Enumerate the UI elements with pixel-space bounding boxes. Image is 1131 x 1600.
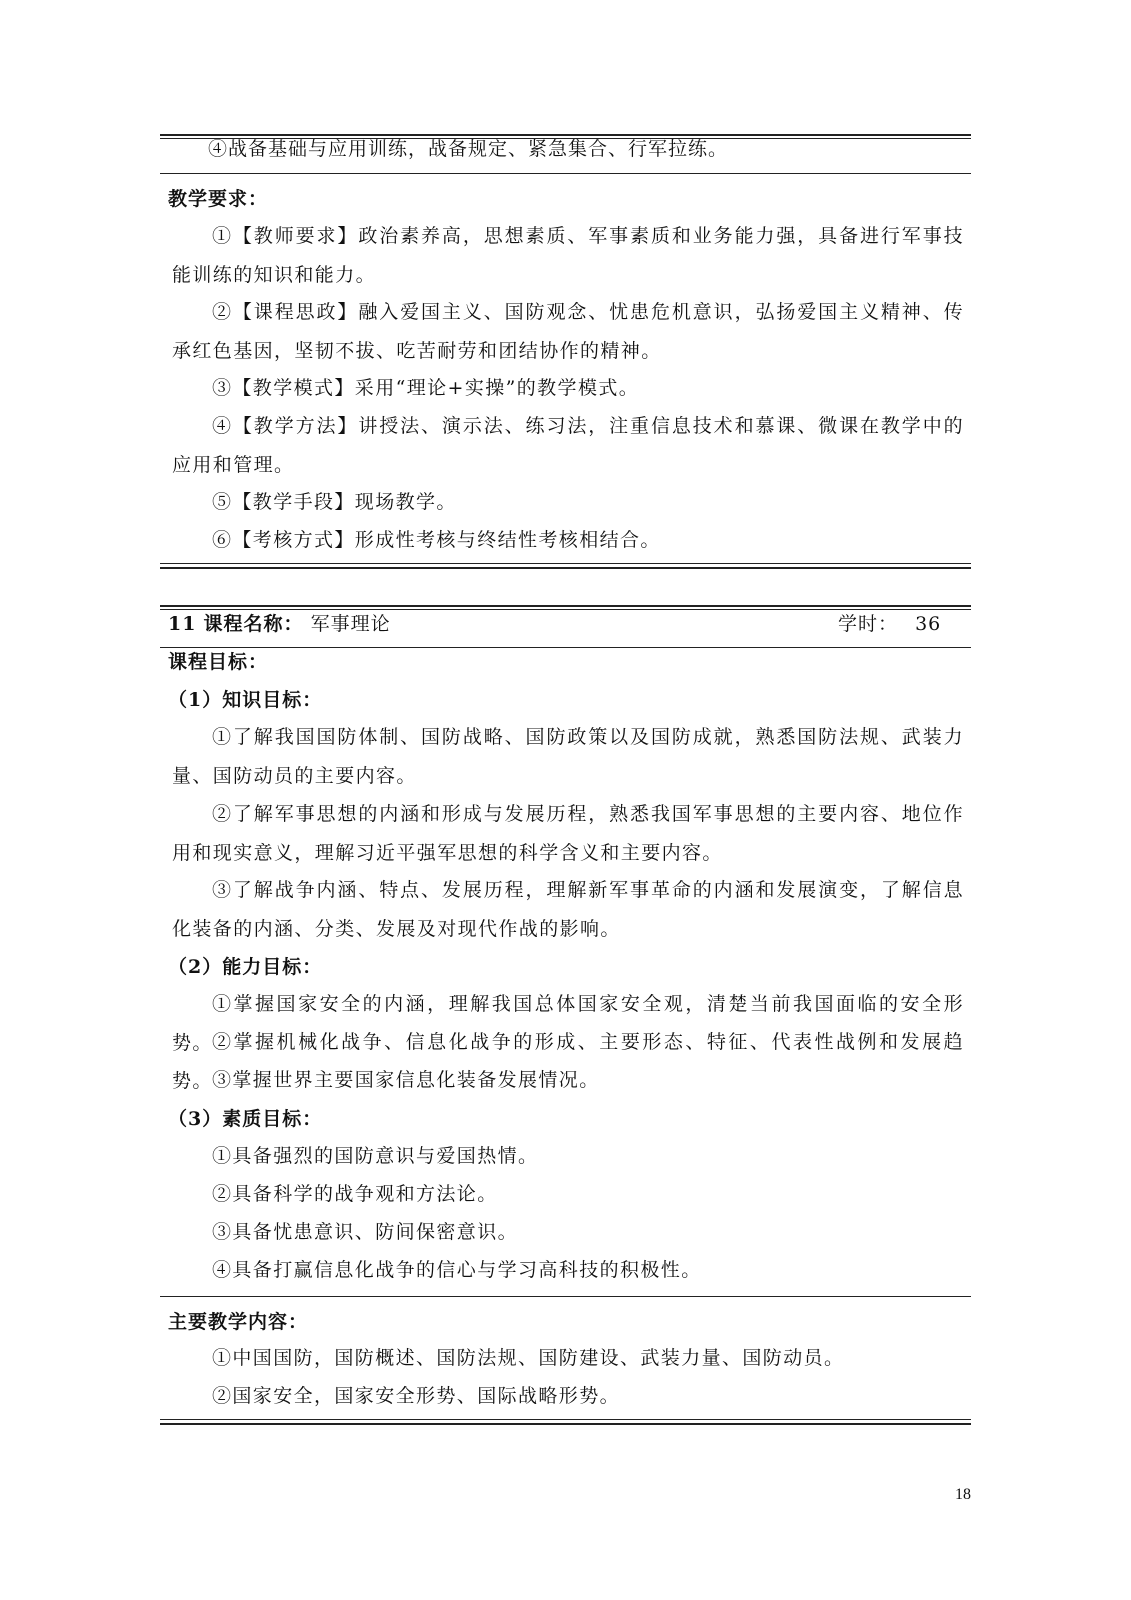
- requirement-item: ③【教学模式】采用“理论+实操”的教学模式。: [212, 377, 640, 399]
- content-item: ①中国国防，国防概述、国防法规、国防建设、武装力量、国防动员。: [212, 1347, 845, 1369]
- requirement-item: ①【教师要求】政治素养高，思想素质、军事素质和业务能力强，具备进行军事技能训练的知识和能力。: [172, 225, 964, 286]
- ability-item: ①掌握国家安全的内涵，理解我国总体国家安全观，清楚当前我国面临的安全形势。: [172, 993, 964, 1054]
- table-rule: [160, 1419, 971, 1420]
- course-hours: [838, 611, 941, 637]
- knowledge-item: ①了解我国国防体制、国防战略、国防政策以及国防成就，熟悉国防法规、武装力量、国防动员的主要内容。: [172, 726, 964, 787]
- quality-item: ③具备忧患意识、防间保密意识。: [212, 1221, 519, 1243]
- ability-heading: （2）能力目标：: [168, 956, 323, 978]
- hours-label: 学时：: [838, 613, 899, 635]
- page-number: 18: [955, 1486, 971, 1503]
- course-name: 军事理论: [310, 613, 391, 635]
- table-rule: [160, 647, 971, 648]
- content-line: ④战备基础与应用训练，战备规定、紧急集合、行军拉练。: [208, 138, 729, 160]
- knowledge-heading: （1）知识目标：: [168, 689, 323, 711]
- table-rule: [160, 605, 971, 607]
- table-rule: [160, 1423, 971, 1425]
- table-rule: [160, 609, 971, 610]
- objectives-heading: 课程目标：: [168, 651, 269, 673]
- quality-item: ②具备科学的战争观和方法论。: [212, 1183, 498, 1205]
- quality-heading: （3）素质目标：: [168, 1108, 323, 1130]
- quality-item: ④具备打赢信息化战争的信心与学习高科技的积极性。: [212, 1259, 702, 1281]
- course-name-label: 课程名称：: [203, 613, 304, 635]
- knowledge-item: ②了解军事思想的内涵和形成与发展历程，熟悉我国军事思想的主要内容、地位作用和现实意义，理解习近平强军思想的科学含义和主要内容。: [172, 803, 964, 864]
- requirement-item: ②【课程思政】融入爱国主义、国防观念、忧患危机意识，弘扬爱国主义精神、传承红色基因，坚韧不拔、吃苦耐劳和团结协作的精神。: [172, 301, 964, 362]
- requirement-item: ④【教学方法】讲授法、演示法、练习法，注重信息技术和慕课、微课在教学中的应用和管理。: [172, 415, 964, 476]
- requirements-heading: 教学要求：: [168, 188, 269, 210]
- table-rule: [160, 563, 971, 564]
- table-rule: [160, 173, 971, 174]
- requirement-item: ⑤【教学手段】现场教学。: [212, 491, 457, 513]
- ability-item: ③掌握世界主要国家信息化装备发展情况。: [212, 1069, 600, 1091]
- course-number: 11: [168, 613, 197, 635]
- table-rule: [160, 567, 971, 569]
- knowledge-item: ③了解战争内涵、特点、发展历程，理解新军事革命的内涵和发展演变，了解信息化装备的内涵、分类、发展及对现代作战的影响。: [172, 879, 964, 940]
- course-title-row: [168, 611, 391, 637]
- content-heading: 主要教学内容：: [168, 1311, 309, 1333]
- hours-value: 36: [915, 613, 942, 635]
- table-rule: [160, 1296, 971, 1297]
- requirement-item: ⑥【考核方式】形成性考核与终结性考核相结合。: [212, 529, 661, 551]
- ability-item: ②掌握机械化战争、信息化战争的形成、主要形态、特征、代表性战例和发展趋势。: [172, 1031, 964, 1092]
- quality-item: ①具备强烈的国防意识与爱国热情。: [212, 1145, 539, 1167]
- content-item: ②国家安全，国家安全形势、国际战略形势。: [212, 1385, 621, 1407]
